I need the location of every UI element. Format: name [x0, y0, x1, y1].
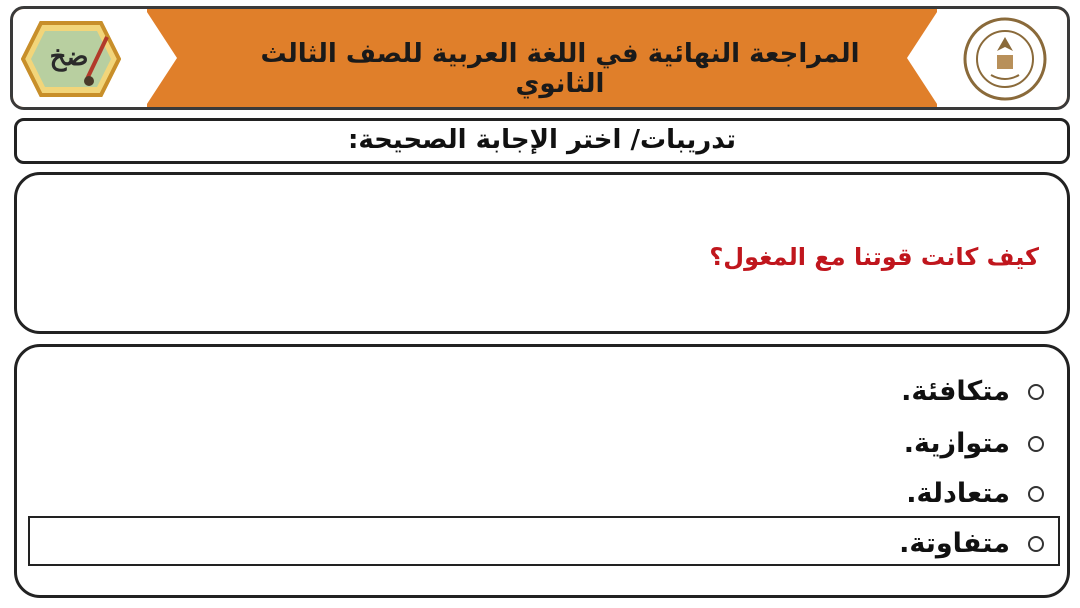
- pen-logo-icon: [21, 19, 121, 99]
- chevron-decoration: [907, 9, 939, 107]
- section-label: تدريبات/ اختر الإجابة الصحيحة:: [348, 125, 736, 155]
- option-label: متكافئة.: [901, 376, 1010, 407]
- ministry-seal-icon: [961, 15, 1049, 103]
- option-4[interactable]: [899, 528, 1044, 559]
- option-3[interactable]: [906, 478, 1044, 509]
- section-header: [14, 118, 1070, 164]
- radio-icon[interactable]: [1028, 384, 1044, 400]
- option-1[interactable]: [901, 376, 1044, 407]
- question-text: كيف كانت قوتنا مع المغول؟: [709, 243, 1039, 271]
- option-label: متعادلة.: [906, 478, 1010, 509]
- logo-text: ضخ: [49, 42, 89, 72]
- header-banner: [10, 6, 1070, 110]
- radio-icon[interactable]: [1028, 436, 1044, 452]
- option-2[interactable]: [904, 428, 1044, 459]
- page-title: المراجعة النهائية في اللغة العربية للصف الثالث الثانوي: [260, 39, 860, 99]
- chevron-decoration-left: [145, 9, 177, 107]
- radio-icon[interactable]: [1028, 536, 1044, 552]
- question-box: [14, 172, 1070, 334]
- option-label: متفاوتة.: [899, 528, 1010, 559]
- radio-icon[interactable]: [1028, 486, 1044, 502]
- option-label: متوازية.: [903, 428, 1010, 459]
